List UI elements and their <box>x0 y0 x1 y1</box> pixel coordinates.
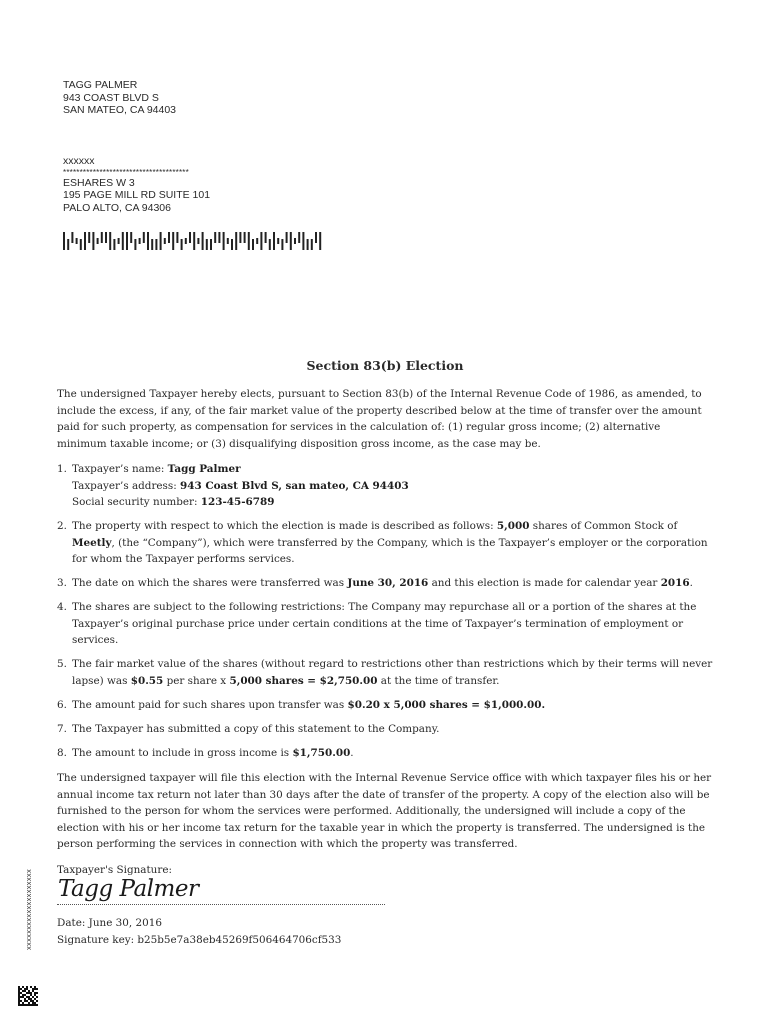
item-text: The shares are subject to the following restrictions: The Company may repurchase all or a portion of the shares at the Taxpayer’s original purchase price under certain conditions at the time of Taxpayer’s termination of employment or services. <box>72 601 697 646</box>
sender-address-line2: SAN MATEO, CA 94403 <box>63 104 177 116</box>
barcode-bar <box>147 232 149 250</box>
datamatrix-module <box>32 1004 34 1006</box>
item-number: 7. <box>57 722 67 735</box>
datamatrix-module <box>34 992 36 994</box>
datamatrix-module <box>18 992 20 994</box>
datamatrix-module <box>24 988 26 990</box>
datamatrix-module <box>26 992 28 994</box>
datamatrix-module <box>34 988 36 990</box>
barcode-bar <box>130 232 132 243</box>
item-number: 3. <box>57 577 67 589</box>
barcode-bar <box>244 232 246 243</box>
datamatrix-module <box>32 1000 34 1002</box>
datamatrix-module <box>20 992 22 994</box>
barcode-bar <box>122 232 124 250</box>
barcode-bar <box>256 238 258 244</box>
barcode-bar <box>277 238 279 244</box>
recipient-name: ESHARES W 3 <box>63 176 135 189</box>
barcode-bar <box>172 232 174 250</box>
barcode-bar <box>311 239 313 250</box>
barcode-bar <box>105 232 107 243</box>
list-item <box>57 518 713 568</box>
datamatrix-module <box>30 998 32 1000</box>
datamatrix-module <box>18 986 20 988</box>
barcode-bar <box>231 239 233 250</box>
datamatrix-module <box>24 998 26 1000</box>
signature-meta <box>57 915 341 948</box>
amount-paid: $0.20 x 5,000 shares = $1,000.00. <box>347 698 546 711</box>
datamatrix-code-icon <box>18 986 38 1006</box>
barcode-bar <box>97 238 99 244</box>
datamatrix-module <box>20 1000 22 1002</box>
barcode-bar <box>84 232 86 250</box>
taxpayer-address-value: 943 Coast Blvd S, san mateo, CA 94403 <box>180 479 409 492</box>
barcode-bar <box>218 232 220 243</box>
item-text: The amount to include in gross income is <box>72 746 293 759</box>
barcode-bar <box>239 232 241 243</box>
fair-market-total: 5,000 shares = $2,750.00 <box>229 674 378 687</box>
barcode-bar <box>214 232 216 243</box>
datamatrix-module <box>28 996 30 998</box>
barcode-bar <box>290 232 292 250</box>
datamatrix-module <box>22 994 24 996</box>
item-text: The property with respect to which the election is made is described as follows: <box>72 520 497 532</box>
barcode-bar <box>265 232 267 243</box>
item-number: 6. <box>57 698 67 711</box>
barcode-bar <box>298 232 300 243</box>
document-title: Section 83(b) Election <box>306 358 464 373</box>
barcode-bar <box>315 232 317 243</box>
datamatrix-module <box>18 996 20 998</box>
datamatrix-module <box>28 990 30 992</box>
datamatrix-module <box>22 990 24 992</box>
barcode-bar <box>273 232 275 250</box>
datamatrix-module <box>26 1004 28 1006</box>
price-per-share: $0.55 <box>130 674 164 687</box>
barcode-bar <box>164 238 166 244</box>
datamatrix-module <box>34 998 36 1000</box>
barcode-bar <box>294 238 296 244</box>
item-text: . <box>689 577 693 589</box>
signature-date: Date: June 30, 2016 <box>57 917 162 929</box>
barcode-bar <box>185 238 187 244</box>
barcode-bar <box>269 239 271 250</box>
calendar-year: 2016 <box>660 577 690 589</box>
datamatrix-module <box>26 986 28 988</box>
barcode-bar <box>168 232 170 243</box>
signature-line <box>57 904 385 905</box>
document-body <box>57 386 713 878</box>
item-text: The fair market value of the shares (without regard to restrictions other than restrictions which by their terms will never lapse) was <box>72 658 713 687</box>
recipient-code: xxxxxx <box>63 155 95 167</box>
ssn-label: Social security number: <box>72 496 201 508</box>
barcode-bar <box>155 239 157 250</box>
barcode-bar <box>248 232 250 250</box>
barcode-bar <box>71 232 73 243</box>
barcode-bar <box>302 232 304 250</box>
datamatrix-module <box>30 994 32 996</box>
datamatrix-module <box>18 990 20 992</box>
datamatrix-module <box>22 1002 24 1004</box>
item-number: 1. <box>57 463 67 475</box>
taxpayer-name-value: Tagg Palmer <box>167 463 241 475</box>
item-text: and this election is made for calendar year <box>428 577 661 589</box>
barcode-bar <box>92 232 94 250</box>
datamatrix-module <box>36 1004 38 1006</box>
barcode-bar <box>88 232 90 243</box>
barcode-bar <box>139 238 141 244</box>
recipient-address-line1: 195 PAGE MILL RD SUITE 101 <box>63 189 211 201</box>
list-item <box>57 745 713 762</box>
signature-area <box>57 876 387 906</box>
barcode-bar <box>134 239 136 250</box>
barcode-bar <box>235 232 237 250</box>
barcode-bar <box>126 232 128 250</box>
barcode-bar <box>160 232 162 250</box>
ssn-value: 123-45-6789 <box>200 496 275 508</box>
barcode-bar <box>319 232 321 250</box>
datamatrix-module <box>26 988 28 990</box>
datamatrix-module <box>24 1004 26 1006</box>
barcode-bar <box>76 238 78 244</box>
datamatrix-module <box>24 1000 26 1002</box>
item-number: 5. <box>57 658 67 670</box>
list-item <box>57 656 713 689</box>
barcode-bar <box>286 232 288 243</box>
list-item <box>57 599 713 649</box>
barcode-bar <box>281 239 283 250</box>
signature-key: Signature key: b25b5e7a38eb45269f506464706cf533 <box>57 933 342 946</box>
datamatrix-module <box>18 988 20 990</box>
barcode-bar <box>260 232 262 250</box>
datamatrix-module <box>36 992 38 994</box>
barcode-bar <box>206 239 208 250</box>
datamatrix-module <box>34 1002 36 1004</box>
list-item <box>57 575 713 592</box>
datamatrix-module <box>28 998 30 1000</box>
barcode-bar <box>197 238 199 244</box>
datamatrix-module <box>34 994 36 996</box>
taxpayer-name-label: Taxpayer’s name: <box>72 463 168 475</box>
recipient-stars: ************************************** <box>63 167 189 177</box>
datamatrix-module <box>32 1002 34 1004</box>
datamatrix-module <box>20 996 22 998</box>
datamatrix-module <box>30 992 32 994</box>
datamatrix-module <box>30 986 32 988</box>
datamatrix-module <box>18 1004 20 1006</box>
datamatrix-module <box>28 1004 30 1006</box>
barcode-bar <box>252 239 254 250</box>
taxpayer-address-label: Taxpayer’s address: <box>72 479 181 492</box>
item-text: , (the “Company”), which were transferred by the Company, which is the Taxpayer’s employer or the corporation for whom the Taxpayer performs services. <box>72 536 708 565</box>
item-text: The amount paid for such shares upon transfer was <box>72 698 348 711</box>
barcode-bar <box>223 232 225 250</box>
barcode-bar <box>118 238 120 244</box>
datamatrix-module <box>32 996 34 998</box>
barcode-bar <box>227 238 229 244</box>
share-count: 5,000 <box>496 520 530 532</box>
item-text: . <box>350 746 354 759</box>
barcode-bar <box>143 232 145 243</box>
datamatrix-module <box>28 992 30 994</box>
datamatrix-module <box>36 988 38 990</box>
datamatrix-module <box>30 1004 32 1006</box>
barcode-bar <box>307 239 309 250</box>
item-text: at the time of transfer. <box>377 674 500 687</box>
transfer-date: June 30, 2016 <box>347 577 429 589</box>
item-text: The date on which the shares were transferred was <box>72 577 348 589</box>
handwritten-signature: Tagg Palmer <box>58 876 199 902</box>
list-item <box>57 721 713 738</box>
datamatrix-module <box>34 986 36 988</box>
item-text: The Taxpayer has submitted a copy of this statement to the Company. <box>72 722 440 735</box>
sender-name: TAGG PALMER <box>63 79 138 91</box>
election-items-list <box>57 461 713 761</box>
sender-address-line1: 943 COAST BLVD S <box>63 91 159 104</box>
datamatrix-module <box>22 1004 24 1006</box>
company-name: Meetly <box>72 536 112 549</box>
barcode-bar <box>101 232 103 243</box>
barcode-bar <box>109 232 111 250</box>
barcode-bar <box>210 239 212 250</box>
barcode-bar <box>63 232 65 250</box>
item-number: 2. <box>57 520 67 532</box>
datamatrix-module <box>22 996 24 998</box>
datamatrix-module <box>32 990 34 992</box>
datamatrix-module <box>26 1000 28 1002</box>
list-item <box>57 461 713 511</box>
datamatrix-module <box>32 988 34 990</box>
datamatrix-module <box>18 994 20 996</box>
intro-paragraph: The undersigned Taxpayer hereby elects, pursuant to Section 83(b) of the Internal Revenue Code of 1986, as amended, to include the excess, if any, of the fair market value of the property described below at the time of transfer over the amount paid for such property, as compensation for services in the calculation of: (1) regular gross income; (2) alternative minimum taxable income; or (3) disqualifying disposition gross income, as the case may be. <box>57 388 702 450</box>
item-text: per share x <box>163 674 230 687</box>
datamatrix-module <box>30 1000 32 1002</box>
sender-address-block <box>63 79 176 117</box>
datamatrix-module <box>36 996 38 998</box>
datamatrix-module <box>24 994 26 996</box>
datamatrix-module <box>34 1004 36 1006</box>
datamatrix-module <box>18 998 20 1000</box>
barcode-bar <box>193 232 195 250</box>
side-margin-id: xxxxxxxxxxxxxxxxxxxx <box>24 869 33 950</box>
item-text: shares of Common Stock of <box>529 520 678 532</box>
barcode-bar <box>151 239 153 250</box>
item-number: 8. <box>57 746 67 759</box>
barcode-bar <box>181 239 183 250</box>
datamatrix-module <box>36 1000 38 1002</box>
gross-income-amount: $1,750.00 <box>292 746 351 759</box>
datamatrix-module <box>20 988 22 990</box>
closing-paragraph: The undersigned taxpayer will file this election with the Internal Revenue Service office with which taxpayer files his or her annual income tax return not later than 30 days after the date of transfer of the property. A copy of the election also will be furnished to the person for whom the services were performed. Additionally, the undersigned will include a copy of the election with his or her income tax return for the taxable year in which the property is transferred. The undersigned is the person performing the services in connection with which the property was transferred. <box>57 772 712 850</box>
barcode-bar <box>189 232 191 243</box>
barcode-bar <box>113 239 115 250</box>
datamatrix-module <box>18 1000 20 1002</box>
datamatrix-module <box>28 1002 30 1004</box>
barcode-bar <box>176 232 178 243</box>
recipient-address-block <box>63 155 210 214</box>
datamatrix-module <box>20 1004 22 1006</box>
barcode-bar <box>202 232 204 250</box>
datamatrix-module <box>18 1002 20 1004</box>
recipient-address-line2: PALO ALTO, CA 94306 <box>63 201 171 214</box>
signature-label: Taxpayer's Signature: <box>57 863 172 876</box>
datamatrix-module <box>22 986 24 988</box>
barcode-bar <box>67 239 69 250</box>
list-item <box>57 697 713 714</box>
datamatrix-module <box>26 996 28 998</box>
datamatrix-module <box>24 990 26 992</box>
postal-barcode <box>63 232 323 250</box>
barcode-bar <box>80 239 82 250</box>
item-number: 4. <box>57 601 67 613</box>
